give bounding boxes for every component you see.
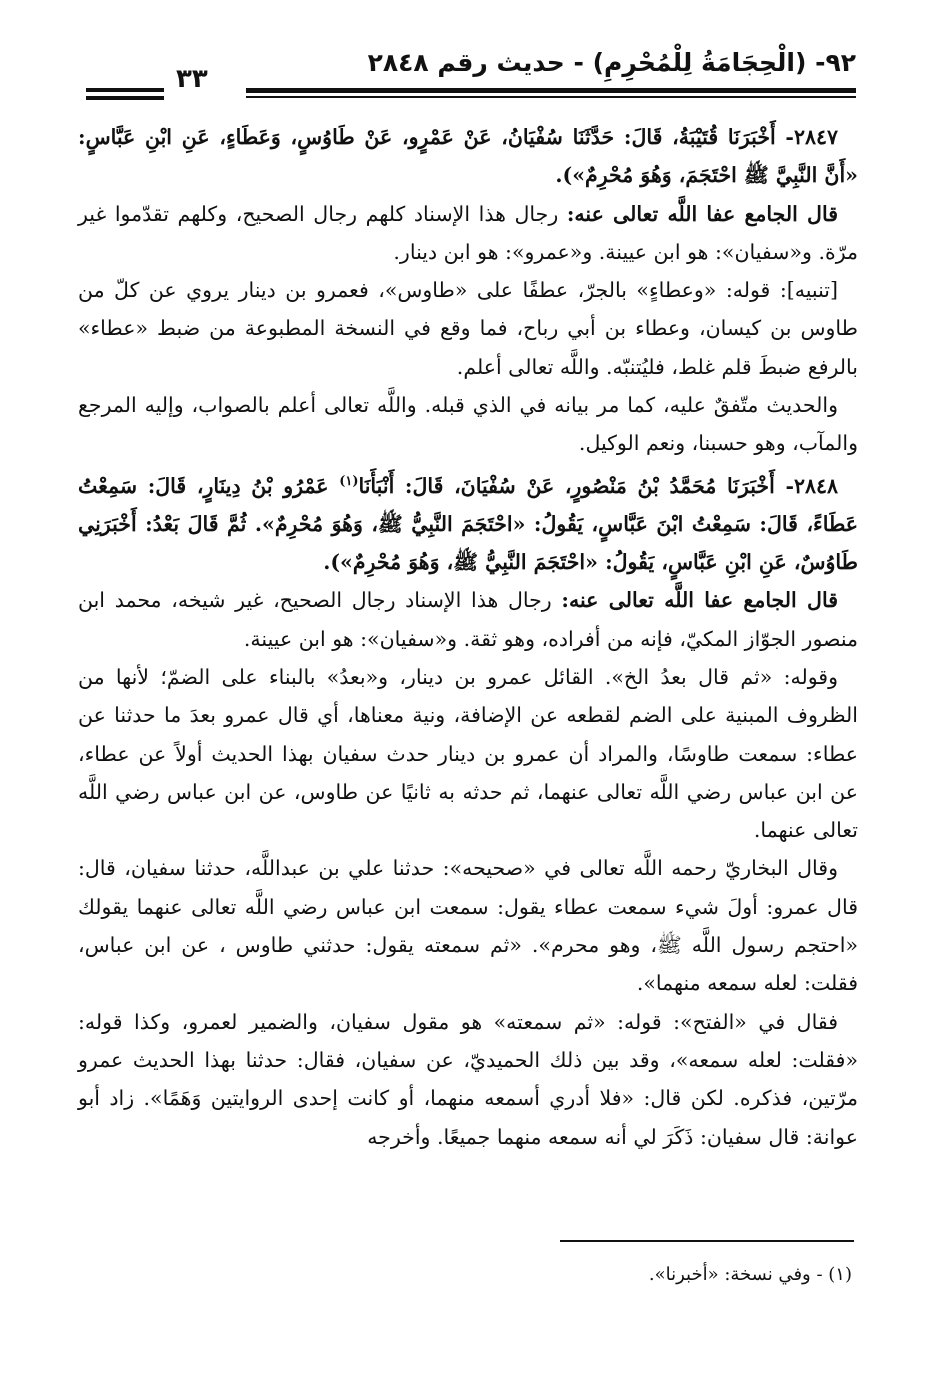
chapter-title: ٩٢- (الْحِجَامَةُ لِلْمُحْرِمِ) - حديث رقم ٢٨٤٨	[367, 48, 856, 77]
commentary-text: رجال هذا الإسناد رجال الصحيح، غير شيخه، محمد ابن منصور الجوّاز المكيّ، فإنه من أفراده، وهو ثقة. و«سفيان»: هو ابن عيينة.	[78, 588, 858, 651]
commentary-paragraph: وقال البخاريّ رحمه اللَّه تعالى في «صحيحه»: حدثنا علي بن عبداللَّه، حدثنا سفيان، قال: قال عمرو: أولَ شيء سمعت عطاء يقول: سمعت ابن عباس رضي اللَّه تعالى عنهما يقولك «احتجم رسول اللَّه ﷺ، وهو محرم». «ثم سمعته يقول: حدثني طاوس ، عن ابن عباس، فقلت: لعله سمعه منهما».	[78, 856, 858, 996]
commentary-paragraph: وقوله: «ثم قال بعدُ الخ». القائل عمرو بن دينار، و«بعدُ» بالبناء على الضمّ؛ لأنها من الظروف المبنية على الضم لقطعه عن الإضافة، ونية معناها، أي قال عمرو بعدَ ما حدثنا عن عطاء: سمعت طاوسًا، والمراد أن عمرو بن دينار حدث سفيان بهذا الحديث أولاً عن عطاء، عن ابن عباس رضي اللَّه تعالى عنهما، ثم حدثه به ثانيًا عن طاوس، عن ابن عباس رضي اللَّه تعالى عنهما.	[78, 664, 858, 843]
header-rule-thin	[246, 96, 856, 98]
commentary-paragraph	[78, 581, 858, 658]
commentary-text: رجال هذا الإسناد كلهم رجال الصحيح، وكلهم تقدّموا غير مرّة. و«سفيان»: هو ابن عيينة. و«عمرو»: هو ابن دينار.	[78, 201, 858, 264]
header-rule-thick	[246, 88, 856, 93]
commentary-paragraph	[78, 195, 858, 272]
commentary-paragraph: فقال في «الفتح»: قوله: «ثم سمعته» هو مقول سفيان، والضمير لعمرو، وكذا قوله: «فقلت: لعله سمعه»، وقد بين ذلك الحميديّ، عن سفيان، فقال: حدثنا بهذا الحديث عمرو مرّتين، فذكره. لكن قال: «فلا أدري أسمعه منهما، أو كانت إحدى الروايتين وَهَمًا». زاد أبو عوانة: قال سفيان: ذَكَرَ لي أنه سمعه منهما جميعًا. وأخرجه	[78, 1009, 858, 1149]
header-rule-left-bottom	[86, 96, 164, 100]
footnote-marker: (١)	[339, 473, 359, 489]
hadith-text-part1: ٢٨٤٨- أَخْبَرَنَا مُحَمَّدُ بْنُ مَنْصُورٍ، عَنْ سُفْيَانَ، قَالَ: أَنْبَأَنَا	[358, 473, 838, 498]
body-text	[78, 118, 858, 1156]
footnote-separator	[560, 1240, 854, 1242]
header-rule-left-top	[86, 88, 164, 92]
author-lead: قال الجامع عفا اللَّه تعالى عنه:	[561, 588, 838, 613]
hadith-2848	[78, 463, 858, 582]
page-number: ٣٣	[176, 64, 208, 94]
hadith-2847: ٢٨٤٧- أَخْبَرَنَا قُتَيْبَةُ، قَالَ: حَدَّثَنَا سُفْيَانُ، عَنْ عَمْرٍو، عَنْ طَاوُسٍ، وَعَطَاءٍ، عَنِ ابْنِ عَبَّاسٍ: «أَنَّ النَّبِيَّ ﷺ احْتَجَمَ، وَهُوَ مُحْرِمٌ»).	[78, 125, 858, 188]
hadith-text-part2: عَمْرُو بْنُ دِينَارٍ، قَالَ: سَمِعْتُ عَطَاءً، قَالَ: سَمِعْتُ ابْنَ عَبَّاسٍ، يَقُولُ: «احْتَجَمَ النَّبِيُّ ﷺ، وَهُوَ مُحْرِمٌ». ثُمَّ قَالَ بَعْدُ: أَخْبَرَنِي طَاوُسٌ، عَنِ ابْنِ عَبَّاسٍ، يَقُولُ: «احْتَجَمَ النَّبِيُّ ﷺ، وَهُوَ مُحْرِمٌ»).	[78, 473, 858, 575]
page-header	[86, 40, 856, 100]
footnote: (١) - وفي نسخة: «أخبرنا».	[648, 1264, 852, 1285]
commentary-paragraph: والحديث متّفقٌ عليه، كما مر بيانه في الذي قبله. واللَّه تعالى أعلم بالصواب، وإليه المرجع والمآب، وهو حسبنا، ونعم الوكيل.	[78, 393, 858, 456]
author-lead: قال الجامع عفا اللَّه تعالى عنه:	[566, 201, 838, 226]
note-paragraph: [تنبيه]: قوله: «وعطاءٍ» بالجرّ، عطفًا على «طاوس»، فعمرو بن دينار يروي عن كلّ من طاوس بن كيسان، وعطاء بن أبي رباح، فما وقع في النسخة المطبوعة من ضبط «عطاء» بالرفع ضبطَ قلم غلط، فليُتنبّه. واللَّه تعالى أعلم.	[78, 278, 858, 379]
